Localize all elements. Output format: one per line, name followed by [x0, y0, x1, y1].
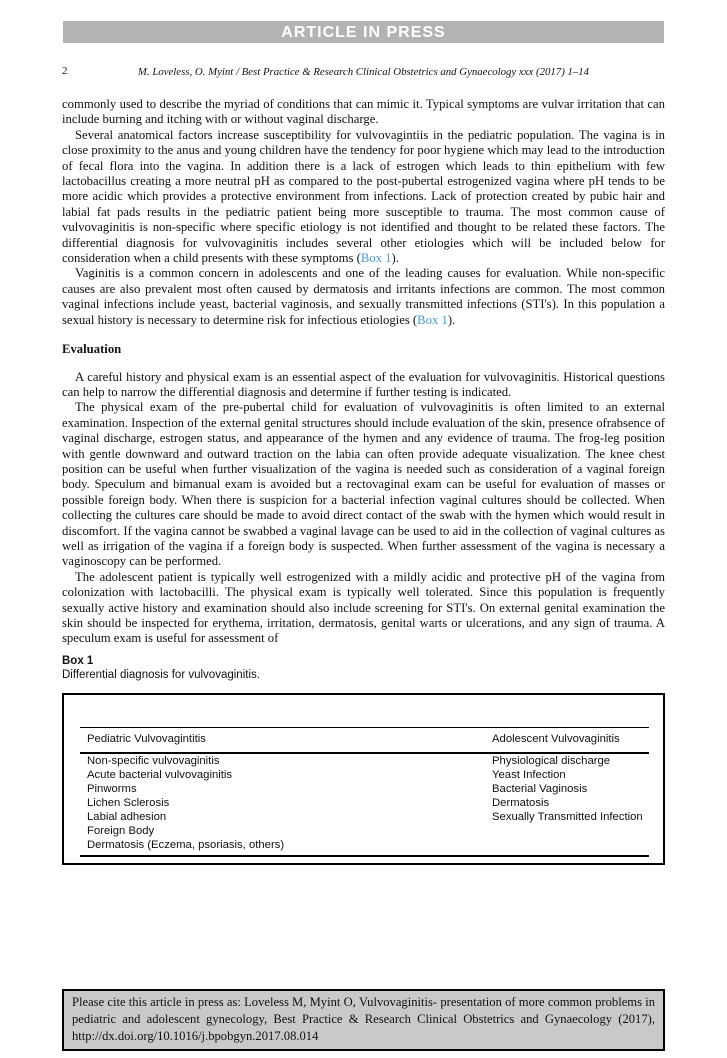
table-cell: Foreign Body: [87, 825, 155, 838]
page-number: 2: [62, 65, 68, 77]
table-cell: Labial adhesion: [87, 811, 167, 824]
table-cell: Pinworms: [87, 783, 137, 796]
paragraph-text: Several anatomical factors increase susceptibility for vulvovagintiis in the pediatric population. The vagina is in close proximity to the anus and young children have the tendency for poor hygiene which may lead to the introduction of fecal flora into the vagina. In addition there is a lack of estrogen which leads to thin epithelium with few lactobacillus creating a more neutral pH as compared to the post-pubertal estrogenized vagina where pH tends to be more acidic which provides a protective environment from infections. Lack of protection created by pubic hair and labial fat pads results in the pediatric patient being more susceptible to trauma. The most common cause of vulvovaginitis is non-specific where specific etiology is not identified and thought to be related these factors. The differential diagnosis for vulvovaginitis includes several other etiologies which will be included below for consideration when a child presents with these symptoms (: [62, 127, 665, 266]
table-header-row: [80, 727, 649, 753]
paragraph: The physical exam of the pre-pubertal child for evaluation of vulvovaginitis is often limited to an external examination. Inspection of the external genital structures should include evaluation of the skin, presence ofrabsence of vaginal discharge, estrogen status, and appearance of the hymen and any evidence of trauma. The frog-leg position with gentle downward and outward traction on the labia can often provide adequate visualization. The knee chest position can be useful when further visualization of the vagina is needed such as consideration of a vaginal foreign body. Speculum and bimanual exam is avoided but a rectovaginal exam can be useful for evaluation of masses or possible foreign body. When there is suspicion for a bacterial infection vaginal cultures should be collected. When collecting the cultures care should be made to avoid direct contact of the swab with the hymen which would result in discomfort. If the vagina cannot be swabbed a vaginal lavage can be used to aid in the collection of vaginal cultures as well as irrigation of the vagina if a foreign body is suspected. When further assessment of the vagina is necessary a vaginoscopy can be performed.: [62, 400, 665, 569]
paragraph-text: ).: [391, 251, 399, 266]
paragraph: [62, 266, 665, 328]
paragraph: The adolescent patient is typically well estrogenized with a mildly acidic and protective pH of the vagina from colonization with lactobacilli. The physical exam is typically well tolerated. Since this population is frequently sexually active history and examination should also include screening for STI's. On external genital examination the skin should be inspected for erythema, irritation, dermatosis, genital warts or ulcerations, and any sign of trauma. A speculum exam is useful for assessment of: [62, 569, 665, 646]
section-heading-evaluation: Evaluation: [62, 342, 122, 357]
table-cell: Bacterial Vaginosis: [492, 783, 588, 796]
table-row: [80, 782, 649, 796]
table-cell: Physiological discharge: [492, 755, 611, 768]
box1-reference-link[interactable]: Box 1: [360, 251, 392, 266]
table-cell: Yeast Infection: [492, 769, 566, 782]
table-cell: Acute bacterial vulvovaginitis: [87, 769, 233, 782]
paragraph: commonly used to describe the myriad of conditions that can mimic it. Typical symptoms are vulvar irritation that can include burning and itching with or without vaginal discharge.: [62, 97, 665, 127]
doi-link[interactable]: http://dx.doi.org/10.1016/j.bpobgyn.2017.08.014: [72, 1028, 319, 1043]
differential-diagnosis-table: [80, 727, 649, 857]
citation-notice-box: [62, 989, 665, 1051]
table-row: [80, 768, 649, 782]
paragraph-text: Vaginitis is a common concern in adolescents and one of the leading causes for evaluation. While non-specific causes are also prevalent most often caused by dermatosis and irritants infections are common. The most common vaginal infections include yeast, bacterial vaginosis, and sexually transmitted infections (STI's). In this population a sexual history is necessary to determine risk for infectious etiologies (: [62, 266, 665, 327]
table-row: [80, 838, 649, 856]
box1-container: [62, 693, 665, 865]
table-cell: Non-specific vulvovaginitis: [87, 755, 220, 768]
box1-caption: [62, 654, 665, 683]
table-header-adolescent: Adolescent Vulvovaginitis: [485, 727, 649, 753]
running-title: M. Loveless, O. Myint / Best Practice & Research Clinical Obstetrics and Gynaecology xxx (2017) 1–14: [137, 66, 590, 78]
article-in-press-banner: ARTICLE IN PRESS: [63, 21, 664, 43]
paragraph: [62, 128, 665, 267]
table-cell: [485, 824, 649, 838]
table-row: [80, 824, 649, 838]
article-body: [62, 97, 665, 865]
citation-text: Please cite this article in press as: Loveless M, Myint O, Vulvovaginitis- presentation of more common problems in pediatric and adolescent gynecology, Best Practice & Research Clinical Obstetrics and Gynaecology (2017),: [72, 995, 655, 1026]
table-cell: Dermatosis: [492, 797, 550, 810]
table-row: [80, 810, 649, 824]
paragraph-text: ).: [447, 312, 456, 327]
table-cell: Sexually Transmitted Infection: [492, 811, 643, 824]
running-head: [62, 64, 665, 80]
table-cell: Dermatosis (Eczema, psoriasis, others): [80, 838, 485, 856]
table-header-pediatric: Pediatric Vulvovagintitis: [80, 727, 485, 753]
table-row: [80, 796, 649, 810]
table-cell: [485, 838, 649, 856]
box1-label: Box 1: [62, 654, 94, 667]
box1-reference-link[interactable]: Box 1: [417, 312, 448, 327]
table-cell: Lichen Sclerosis: [87, 797, 170, 810]
table-row: [80, 753, 649, 768]
box1-caption-text: Differential diagnosis for vulvovaginitis.: [62, 669, 260, 682]
paragraph: A careful history and physical exam is an essential aspect of the evaluation for vulvovaginitis. Historical questions can help to narrow the differential diagnosis and determine if further testing is indicated.: [62, 369, 665, 399]
